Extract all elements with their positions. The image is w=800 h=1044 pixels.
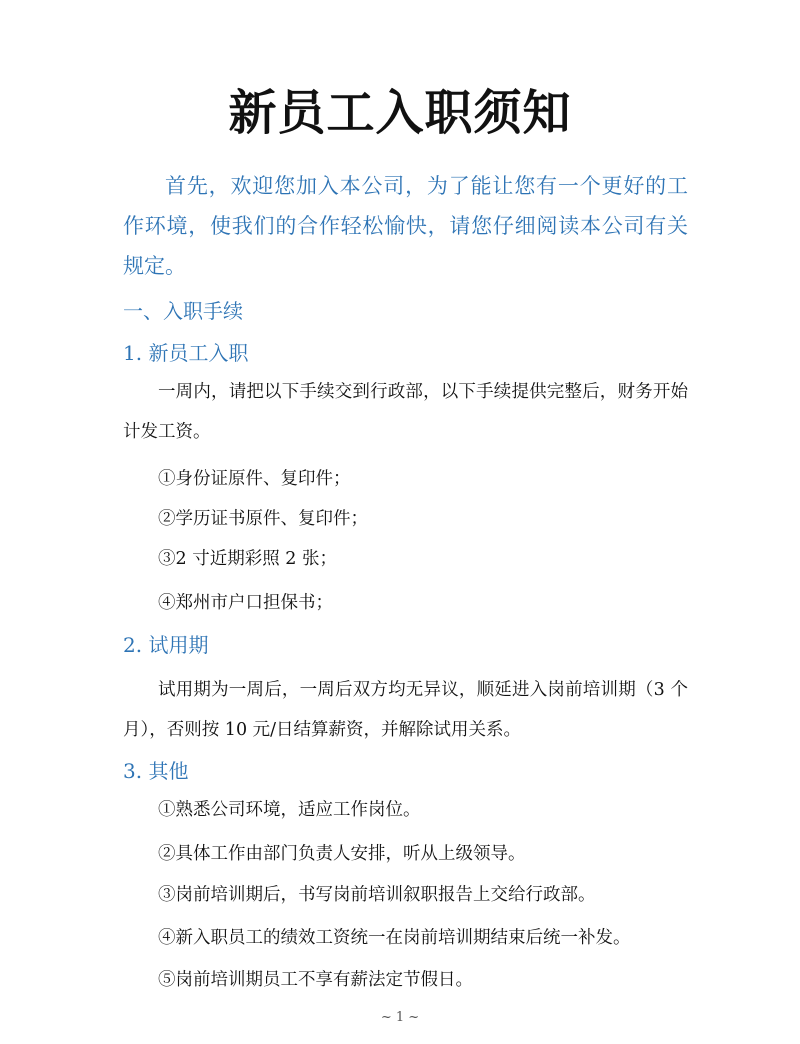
probation-paragraph: 试用期为一周后，一周后双方均无异议，顺延进入岗前培训期（3 个月），否则按 10 元/日结算薪资，并解除试用关系。	[123, 680, 688, 740]
subsection-heading-probation: 2. 试用期	[123, 633, 209, 657]
list-item: ③2 寸近期彩照 2 张；	[158, 549, 337, 569]
document-title: 新员工入职须知	[228, 85, 572, 141]
list-item: ①熟悉公司环境，适应工作岗位。	[158, 800, 421, 820]
list-item: ①身份证原件、复印件；	[158, 469, 351, 489]
list-item: ②具体工作由部门负责人安排，听从上级领导。	[158, 844, 526, 864]
list-item: ⑤岗前培训期员工不享有薪法定节假日。	[158, 970, 473, 990]
list-item: ③岗前培训期后，书写岗前培训叙职报告上交给行政部。	[158, 885, 596, 905]
section-heading-onboarding: 一、入职手续	[123, 299, 243, 323]
page-number: ~ 1 ~	[380, 1010, 420, 1025]
onboarding-paragraph: 一周内，请把以下手续交到行政部，以下手续提供完整后，财务开始计发工资。	[123, 382, 688, 442]
list-item: ②学历证书原件、复印件；	[158, 509, 368, 529]
intro-paragraph: 首先，欢迎您加入本公司，为了能让您有一个更好的工作环境，使我们的合作轻松愉快，请您仔细阅读本公司有关规定。	[123, 174, 688, 278]
list-item: ④新入职员工的绩效工资统一在岗前培训期结束后统一补发。	[158, 928, 631, 948]
subsection-heading-other: 3. 其他	[123, 759, 189, 783]
list-item: ④郑州市户口担保书；	[158, 593, 333, 613]
subsection-heading-new-employee: 1. 新员工入职	[123, 341, 249, 365]
